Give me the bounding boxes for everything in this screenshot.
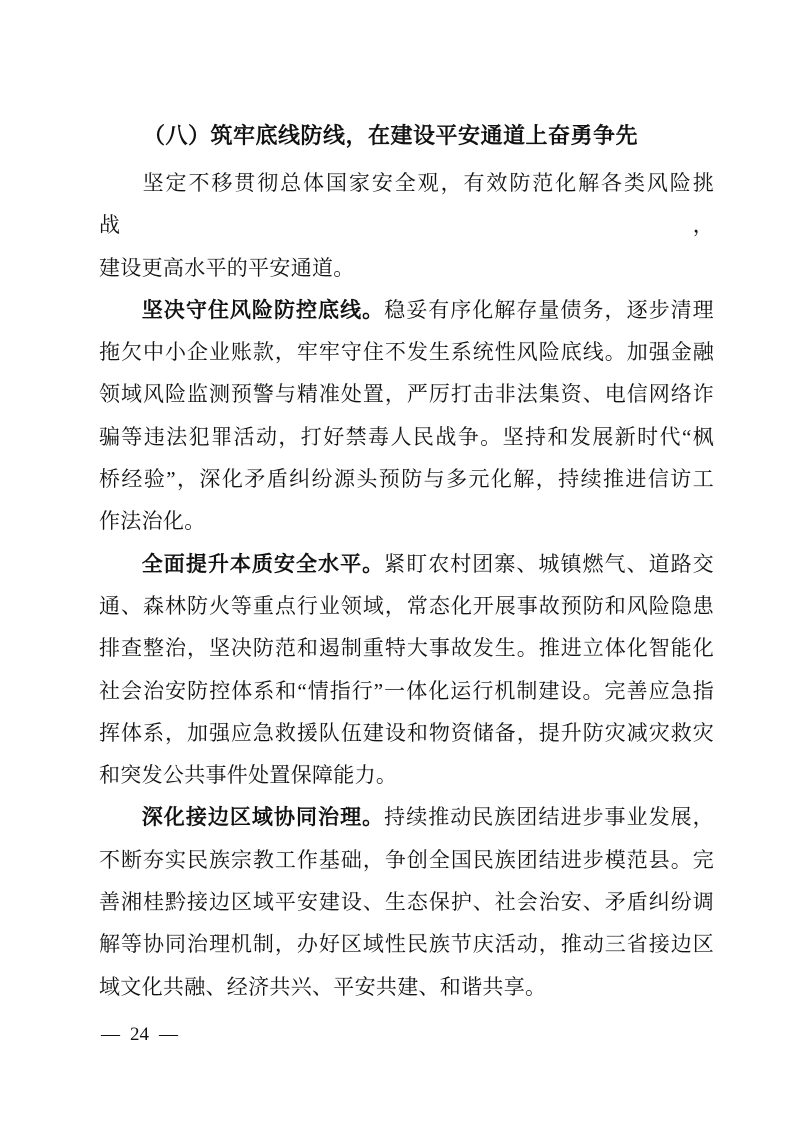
- text-line: [99, 712, 714, 754]
- section-heading: （八）筑牢底线防线，在建设平安通道上奋勇争先: [143, 123, 639, 148]
- text-line: [99, 839, 714, 881]
- footer-dash-right: —: [159, 1024, 178, 1045]
- text-line: [99, 458, 714, 500]
- text-line: [99, 796, 714, 838]
- line-text: 稳妥有序化解存量债务，逐步清理: [384, 297, 714, 322]
- text-line: [99, 585, 714, 627]
- text-line: [99, 289, 714, 331]
- text-line: [99, 881, 714, 923]
- text-line: [99, 754, 714, 796]
- line-text: 和突发公共事件处置保障能力。: [99, 763, 398, 788]
- text-line: [99, 162, 714, 247]
- line-text: 紧盯农村团寨、城镇燃气、道路交: [384, 551, 714, 576]
- paragraph-risk-control: [99, 289, 714, 543]
- paragraph-border-governance: [99, 796, 714, 1007]
- paragraph-lead-bold: 深化接边区域协同治理。: [141, 805, 385, 830]
- text-line: [99, 627, 714, 669]
- paragraph-lead-bold: 坚决守住风险防控底线。: [141, 297, 385, 322]
- line-text: 社会治安防控体系和“情指行”一体化运行机制建设。完善应急指: [99, 678, 714, 703]
- line-text: 骗等违法犯罪活动，打好禁毒人民战争。坚持和发展新时代“枫: [99, 424, 714, 449]
- text-line: [99, 416, 714, 458]
- text-line: [99, 500, 714, 542]
- text-line: [99, 331, 714, 373]
- line-text: 作法治化。: [99, 509, 206, 534]
- paragraph-intrinsic-safety: [99, 543, 714, 797]
- page-number: 24: [130, 1024, 149, 1045]
- line-text: 拖欠中小企业账款，牢牢守住不发生系统性风险底线。加强金融: [99, 340, 714, 365]
- line-text: 善湘桂黔接边区域平安建设、生态保护、社会治安、矛盾纠纷调: [99, 890, 714, 915]
- line-text: 领域风险监测预警与精准处置，严厉打击非法集资、电信网络诈: [99, 382, 714, 407]
- line-text: 域文化共融、经济共兴、平安共建、和谐共享。: [99, 974, 547, 999]
- document-content: [99, 120, 714, 1008]
- footer-dash-left: —: [101, 1024, 120, 1045]
- text-line: [99, 670, 714, 712]
- text-line: [99, 966, 714, 1008]
- line-text: 持续推动民族团结进步事业发展，: [384, 805, 714, 830]
- line-text: 排查整治，坚决防范和遏制重特大事故发生。推进立体化智能化: [99, 636, 714, 661]
- line-text: 建设更高水平的平安通道。: [99, 255, 355, 280]
- text-line: [99, 923, 714, 965]
- line-text: 解等协同治理机制，办好区域性民族节庆活动，推动三省接边区: [99, 932, 714, 957]
- line-text: 通、森林防火等重点行业领域，常态化开展事故预防和风险隐患: [99, 593, 714, 618]
- line-text: 桥经验”，深化矛盾纠纷源头预防与多元化解，持续推进信访工: [99, 467, 714, 492]
- text-line: [99, 373, 714, 415]
- paragraph-intro: [99, 162, 714, 289]
- paragraph-lead-bold: 全面提升本质安全水平。: [141, 551, 385, 576]
- text-line: [99, 543, 714, 585]
- text-line: [99, 247, 714, 289]
- line-text: 坚定不移贯彻总体国家安全观，有效防范化解各类风险挑战，: [99, 171, 714, 238]
- line-text: 不断夯实民族宗教工作基础，争创全国民族团结进步模范县。完: [99, 847, 714, 872]
- line-text: 挥体系，加强应急救援队伍建设和物资储备，提升防灾减灾救灾: [99, 720, 714, 745]
- page-footer: [101, 1022, 178, 1048]
